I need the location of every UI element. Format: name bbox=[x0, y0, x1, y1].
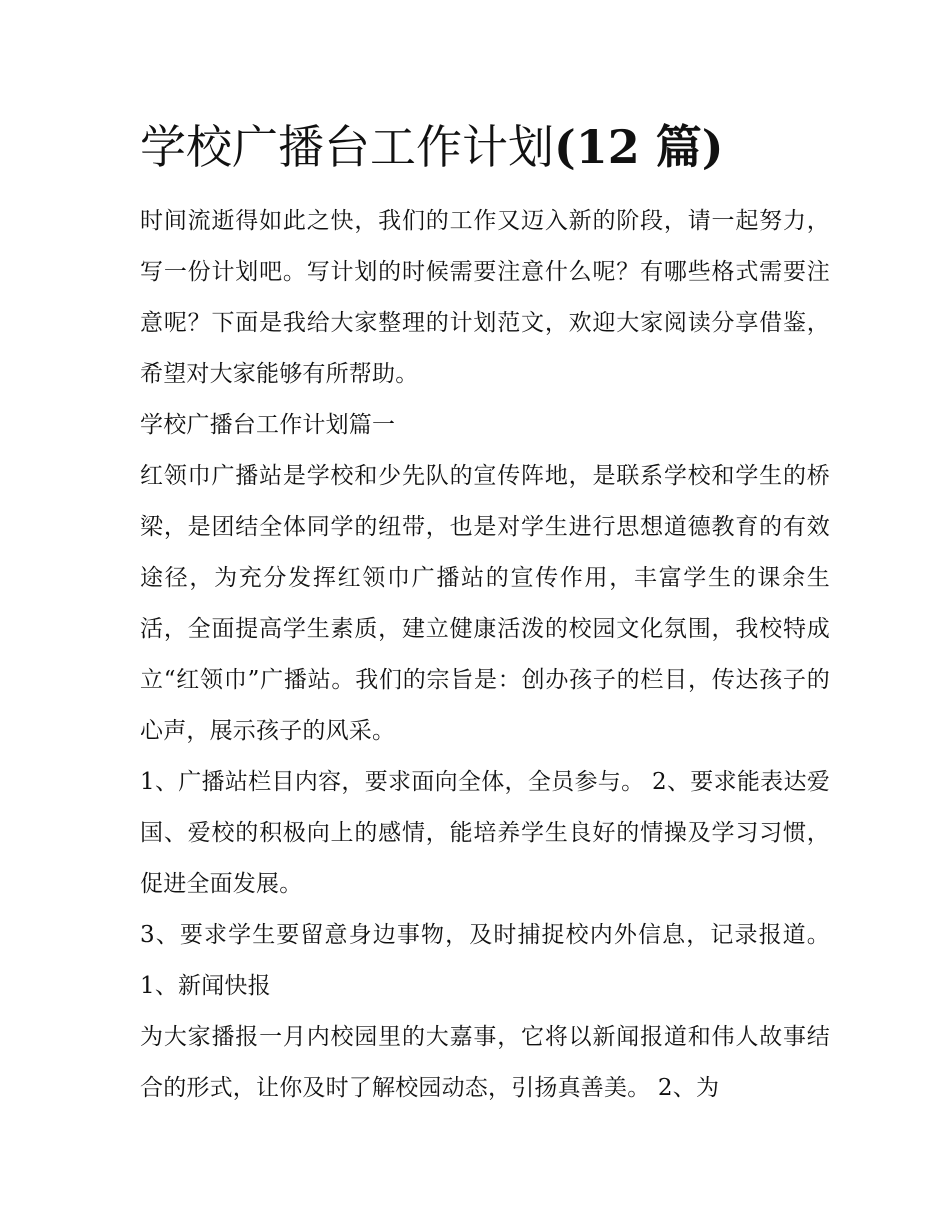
document-page bbox=[140, 116, 830, 1114]
section-heading: 学校广播台工作计划篇一 bbox=[140, 412, 396, 438]
list-paragraph: 1、广播站栏目内容，要求面向全体，全员参与。 2、要求能表达爱国、爱校的积极向上的感情，能培养学生良好的情操及学习习惯，促进全面发展。 bbox=[140, 769, 830, 897]
list-paragraph: 3、要求学生要留意身边事物，及时捕捉校内外信息，记录报道。 1、新闻快报 bbox=[140, 922, 830, 999]
intro-paragraph: 时间流逝得如此之快，我们的工作又迈入新的阶段，请一起努力，写一份计划吧。写计划的时候需要注意什么呢？有哪些格式需要注意呢？下面是我给大家整理的计划范文，欢迎大家阅读分享借鉴，希望对大家能够有所帮助。 bbox=[140, 208, 830, 387]
title-main: 学校广播台工作计划 bbox=[140, 120, 554, 174]
title-suffix: (12 篇) bbox=[554, 120, 724, 174]
body-paragraph: 为大家播报一月内校园里的大嘉事，它将以新闻报道和伟人故事结合的形式，让你及时了解校园动态，引扬真善美。 2、为 bbox=[140, 1024, 830, 1101]
body-paragraph: 红领巾广播站是学校和少先队的宣传阵地，是联系学校和学生的桥梁，是团结全体同学的纽带，也是对学生进行思想道德教育的有效途径，为充分发挥红领巾广播站的宣传作用，丰富学生的课余生活，全面提高学生素质，建立健康活泼的校园文化氛围，我校特成立“红领巾”广播站。我们的宗旨是：创办孩子的栏目，传达孩子的心声，展示孩子的风采。 bbox=[140, 463, 830, 744]
document-title bbox=[140, 116, 830, 178]
